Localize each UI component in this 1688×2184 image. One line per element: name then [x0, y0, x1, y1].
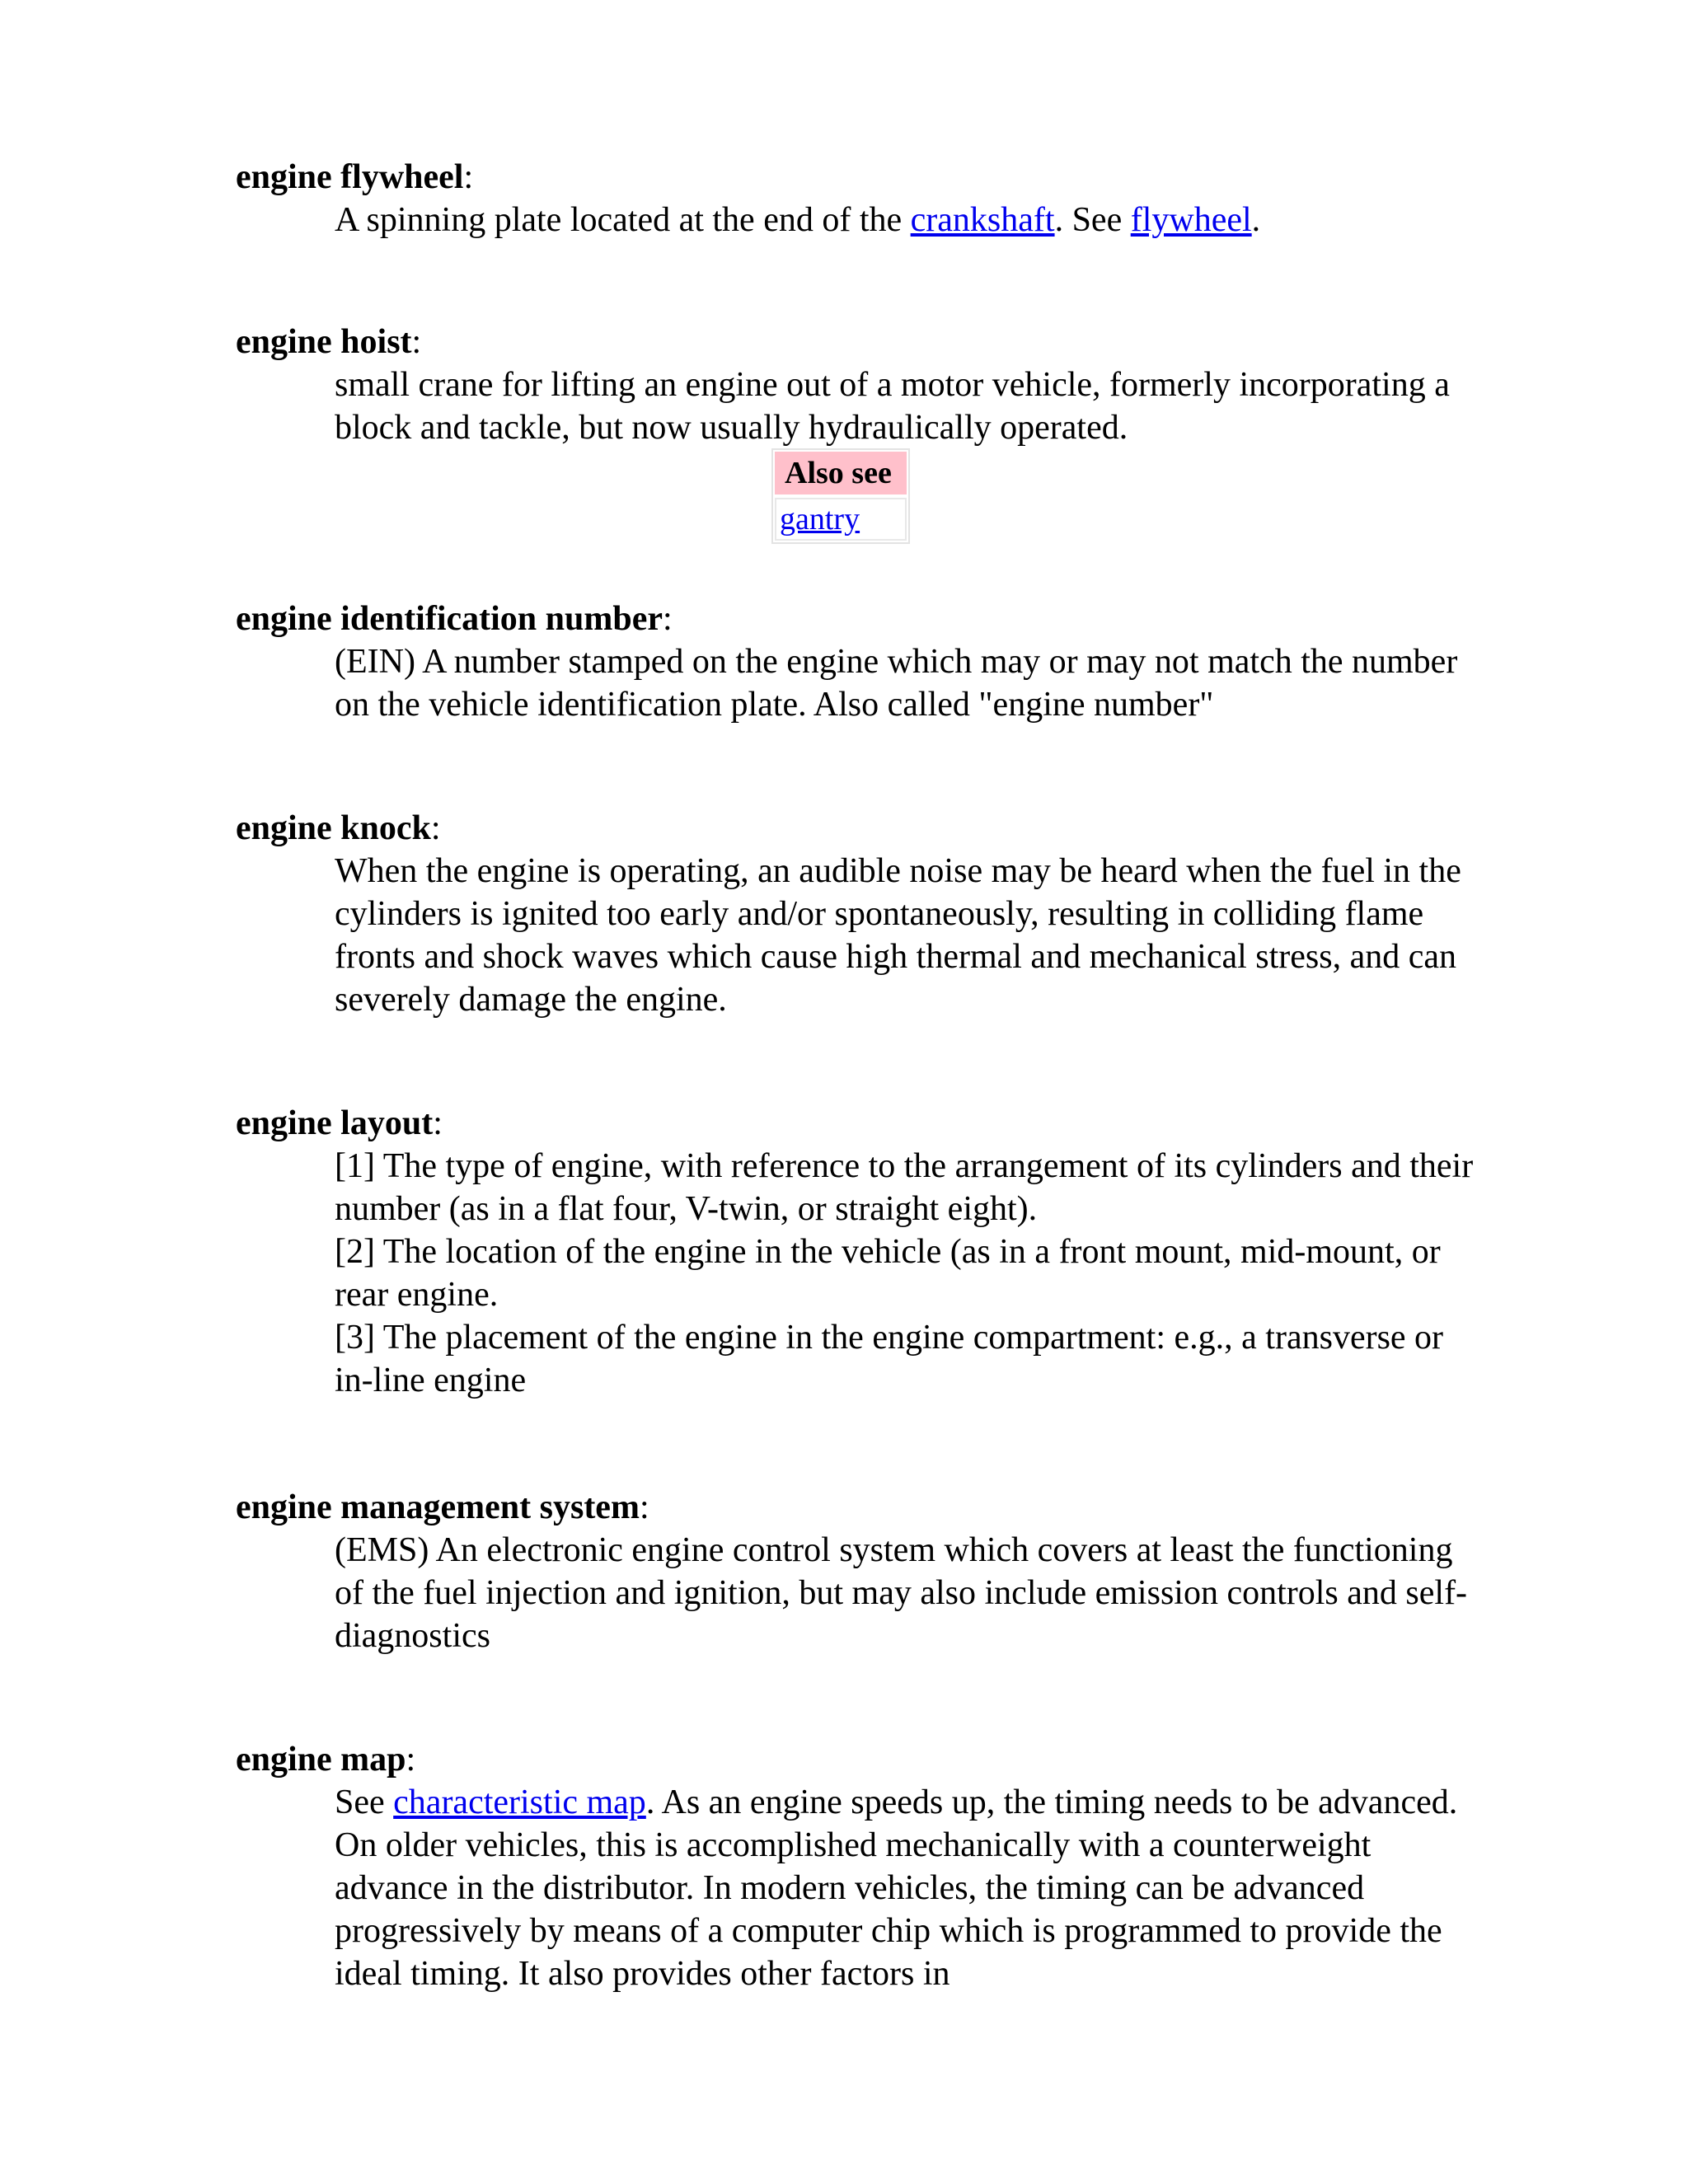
term: engine flywheel: — [236, 158, 474, 196]
definition-text: A spinning plate located at the end of the — [335, 201, 911, 239]
entry-engine-identification-number — [236, 598, 1489, 726]
entry-engine-map — [236, 1738, 1489, 1995]
term-title: engine hoist — [236, 323, 412, 361]
term: engine map: — [236, 1741, 416, 1779]
definition — [335, 199, 1489, 241]
definition-text: . See — [1054, 201, 1131, 239]
term: engine knock: — [236, 809, 441, 847]
definition-line: [2] The location of the engine in the vehicle (as in a front mount, mid-mount, or rear engine. — [335, 1233, 1441, 1314]
definition-text: . As an engine speeds up, the timing needs to be advanced. On older vehicles, this is accomplished mechanically with a counterweight advance in the distributor. In modern vehicles, the timing can be advanced progressively by means of a computer chip which is programmed to provide the ideal timing. It also provides other factors in — [335, 1783, 1458, 1993]
link-gantry[interactable]: gantry — [780, 502, 860, 537]
definition — [335, 1781, 1489, 1995]
term-title: engine layout — [236, 1104, 434, 1142]
term: engine hoist: — [236, 323, 422, 361]
link-flywheel[interactable]: flywheel — [1130, 201, 1252, 239]
definition-line: [1] The type of engine, with reference to the arrangement of its cylinders and their number (as in a flat four, V-twin, or straight eight). — [335, 1147, 1474, 1228]
term-title: engine map — [236, 1741, 406, 1779]
definition — [335, 1145, 1489, 1402]
definition: (EMS) An electronic engine control system which covers at least the functioning of the fuel injection and ignition, but may also include emission controls and self-diagnostics — [335, 1531, 1468, 1655]
definition-text: See — [335, 1783, 394, 1821]
also-see-box — [771, 448, 910, 544]
term: engine layout: — [236, 1104, 443, 1142]
entry-engine-knock — [236, 807, 1489, 1021]
definition: small crane for lifting an engine out of a motor vehicle, formerly incorporating a block and tackle, but now usually hydraulically operated. — [335, 366, 1450, 447]
entry-engine-management-system — [236, 1486, 1489, 1657]
term-title: engine identification number — [236, 600, 663, 638]
entry-engine-hoist — [236, 321, 1489, 449]
entry-engine-layout — [236, 1102, 1489, 1402]
also-see-heading: Also see — [775, 452, 907, 494]
term: engine identification number: — [236, 600, 673, 638]
definition: (EIN) A number stamped on the engine which may or may not match the number on the vehicle identification plate. Also called "engine number" — [335, 643, 1458, 724]
term: engine management system: — [236, 1488, 649, 1526]
definition: When the engine is operating, an audible noise may be heard when the fuel in the cylinders is ignited too early and/or spontaneously, resulting in colliding flame fronts and shock waves which cause high thermal and mechanical stress, and can severely damage the engine. — [335, 852, 1461, 1019]
term-title: engine knock — [236, 809, 431, 847]
term-title: engine management system — [236, 1488, 640, 1526]
link-crankshaft[interactable]: crankshaft — [910, 201, 1055, 239]
link-characteristic-map[interactable]: characteristic map — [393, 1783, 646, 1821]
also-see-cell — [775, 498, 907, 541]
definition-text: . — [1251, 201, 1261, 239]
definition-line: [3] The placement of the engine in the engine compartment: e.g., a transverse or in-line engine — [335, 1319, 1444, 1399]
term-title: engine flywheel — [236, 158, 464, 196]
entry-engine-flywheel — [236, 156, 1489, 241]
